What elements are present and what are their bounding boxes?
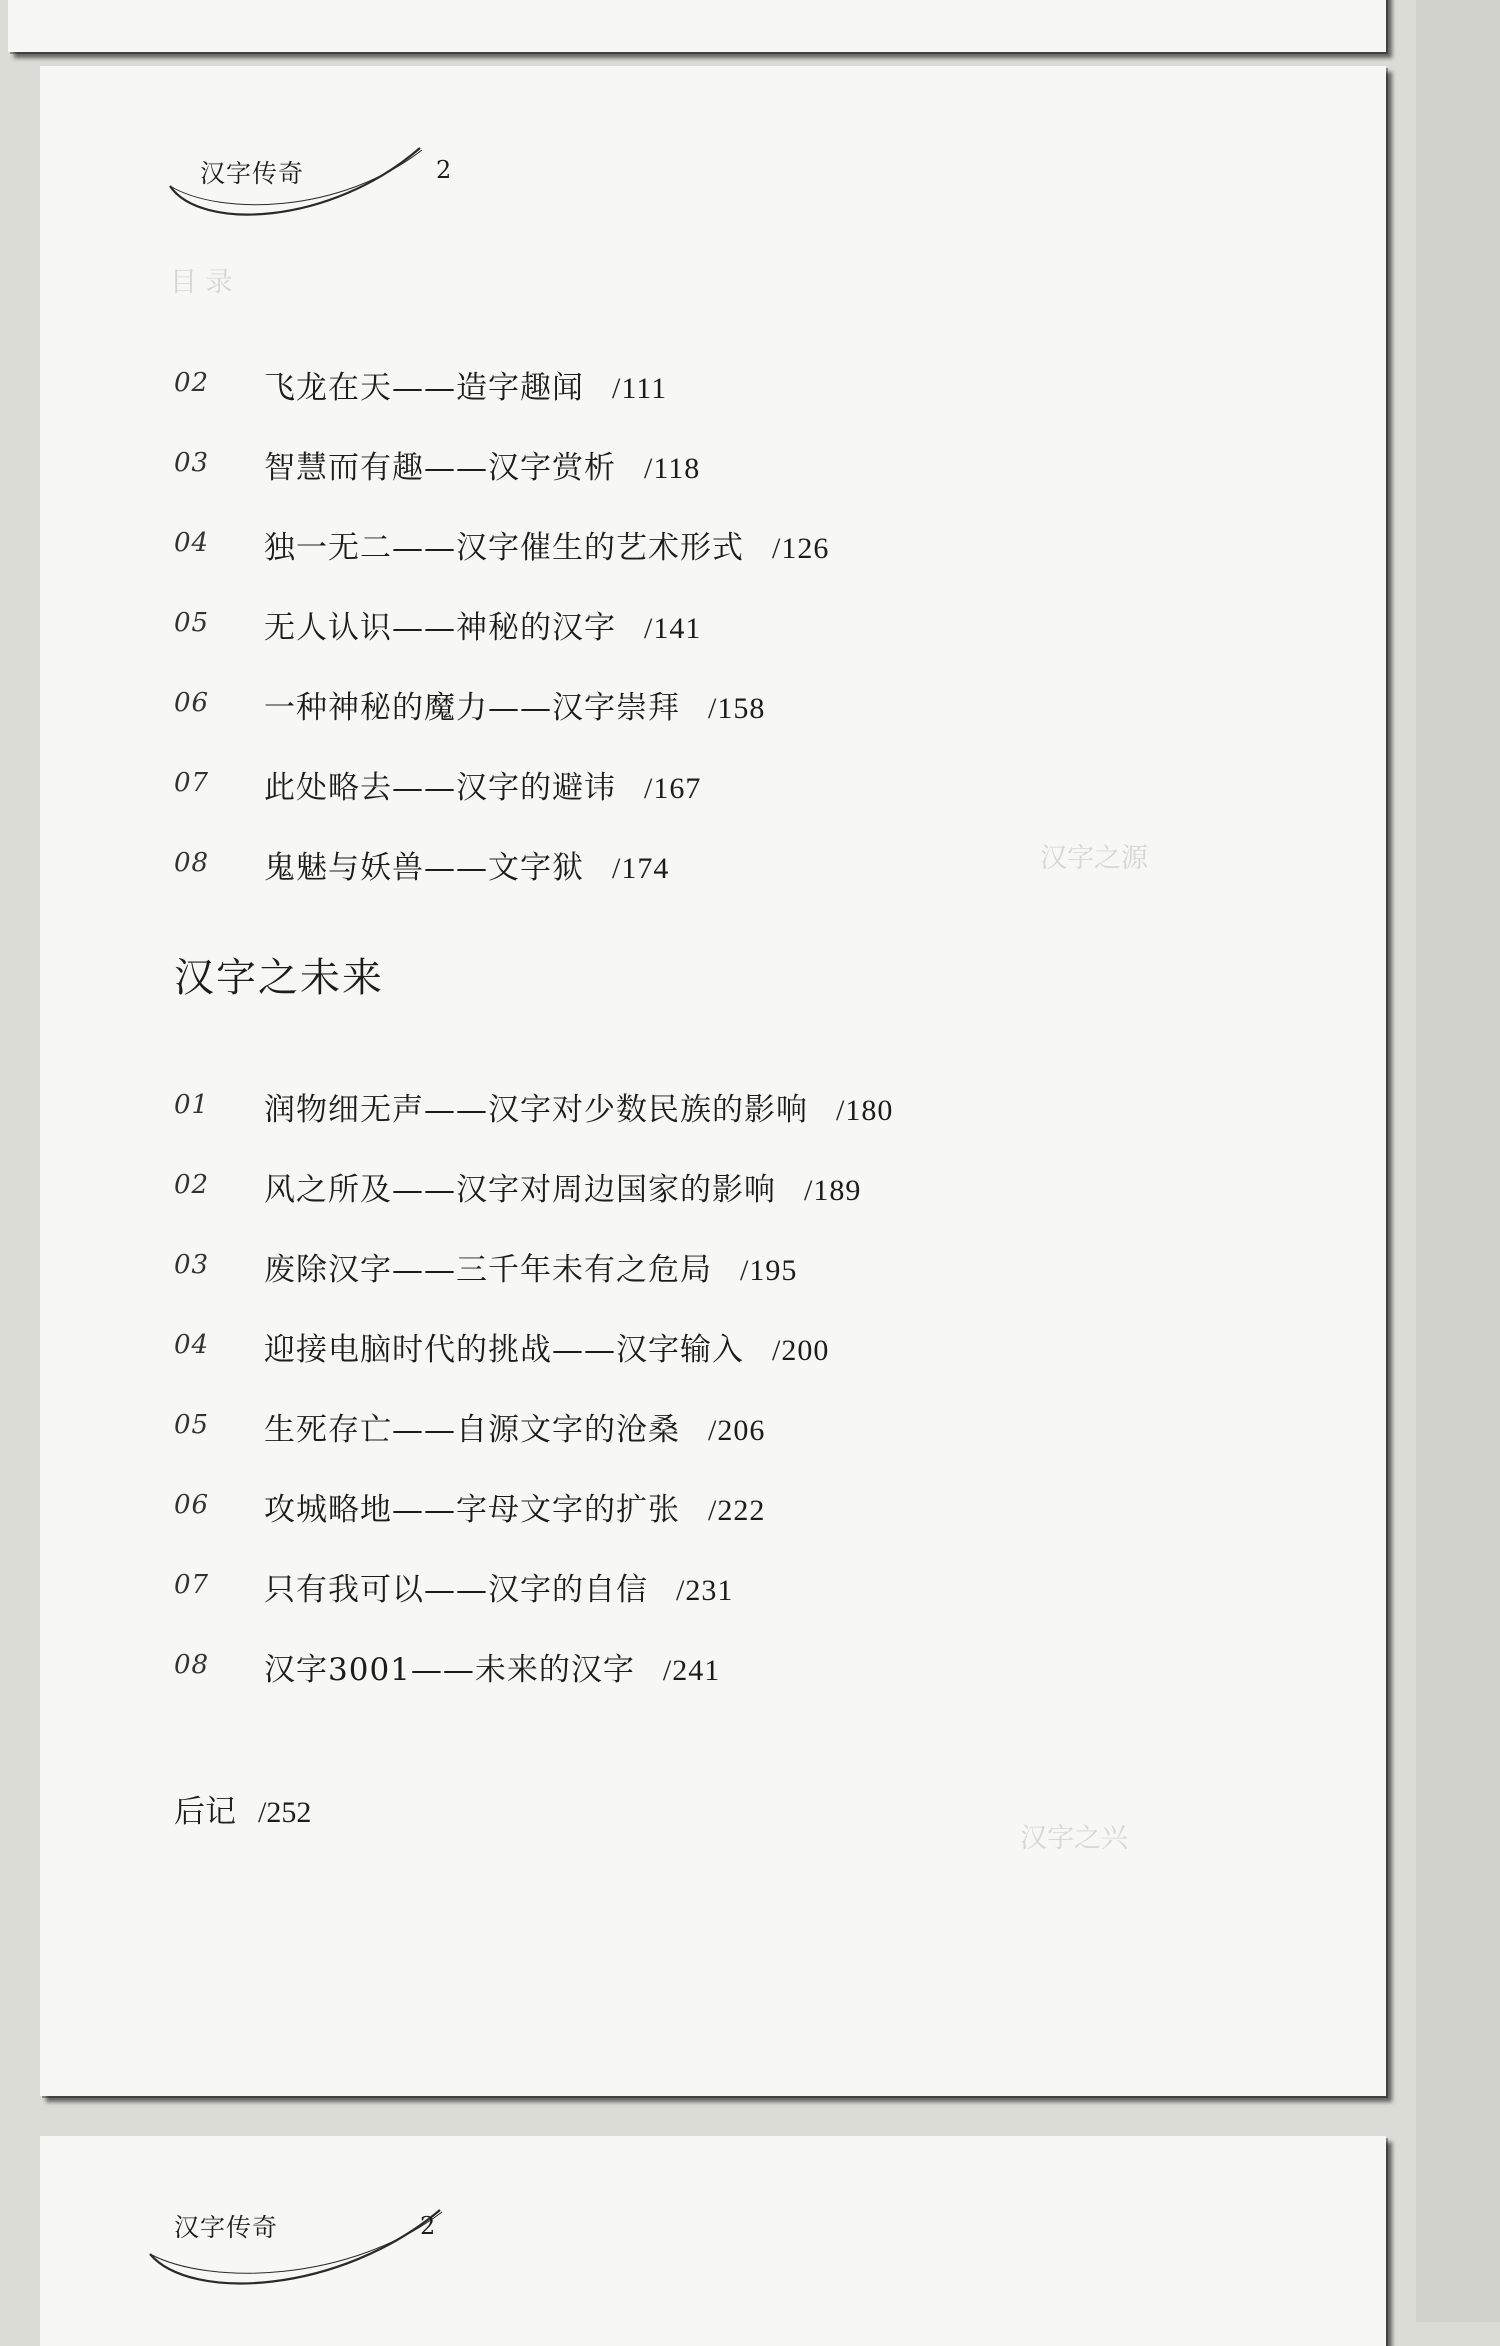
running-head-title: 汉字传奇 [174,2213,279,2242]
toc-entry-number: 04 [174,1330,210,1360]
toc-entry-page: /167 [644,772,702,805]
toc-entry-number: 06 [174,1490,210,1520]
toc-entry-page: /189 [804,1174,862,1207]
toc-entry-title [264,762,701,807]
toc-entry-page: /195 [740,1254,798,1287]
toc-entry-title [264,1404,765,1449]
page-number: 2 [420,2212,436,2240]
toc-entry-title-text: 鬼魅与妖兽——文字狱 [264,850,584,886]
next-page-edge [40,2136,1386,2346]
toc-entry-title [264,362,667,407]
running-head [40,66,460,246]
toc-entry-title [264,1084,893,1129]
page-number: 2 [436,156,452,184]
toc-entry-title-text: 一种神秘的魔力——汉字崇拜 [264,690,680,726]
toc-entry-title [264,602,701,647]
toc-entry-number: 04 [174,528,210,558]
toc-entry-title [264,522,829,567]
toc-entry-page: /180 [836,1094,894,1127]
toc-entry-number: 03 [174,448,210,478]
toc-entry-title-text: 此处略去——汉字的避讳 [264,770,616,806]
afterword-title: 后记 [174,1794,236,1830]
toc-entry-page: /222 [708,1494,766,1527]
toc-entry-number: 03 [174,1250,210,1280]
toc-entry-number: 07 [174,768,210,798]
toc-entry-title [264,442,700,487]
toc-entry-title [264,1644,720,1689]
toc-entry-number: 06 [174,688,210,718]
bleed-through-text: 汉字之源 [1040,843,1148,874]
toc-entry-page: /126 [772,532,830,565]
bleed-through-text: 目 录 [170,267,233,298]
toc-entry-number: 01 [174,1090,210,1120]
toc-entry-number: 05 [174,608,210,638]
toc-entry-title [264,682,765,727]
toc-entry-page: /231 [676,1574,734,1607]
toc-entry-title [264,1324,829,1369]
toc-entry-title-text: 独一无二——汉字催生的艺术形式 [264,530,744,566]
toc-entry-title [264,1164,861,1209]
toc-entry-number: 08 [174,848,210,878]
toc-entry-page: /118 [644,452,701,485]
toc-entry-title [264,842,669,887]
section-heading: 汉字之未来 [174,955,384,1001]
toc-entry-page: /200 [772,1334,830,1367]
previous-page-edge [8,0,1386,52]
toc-entry-title-text: 无人认识——神秘的汉字 [264,610,616,646]
toc-entry-page: /141 [644,612,702,645]
toc-entry-title-text: 智慧而有趣——汉字赏析 [264,450,616,486]
backdrop [1416,0,1500,2322]
toc-entry-title-text: 风之所及——汉字对周边国家的影响 [264,1172,776,1208]
toc-entry-number: 05 [174,1410,210,1440]
book-page [40,66,1386,2096]
toc-entry-page: /174 [612,852,670,885]
toc-entry-title-text: 生死存亡——自源文字的沧桑 [264,1412,680,1448]
toc-entry-page: /111 [612,372,668,405]
toc-entry-title-text: 润物细无声——汉字对少数民族的影响 [264,1092,808,1128]
toc-entry-number: 02 [174,1170,210,1200]
toc-entry-page: /206 [708,1414,766,1447]
toc-entry-title [264,1564,733,1609]
toc-entry-page: /158 [708,692,766,725]
bleed-through-text: 汉字之兴 [1020,1823,1128,1854]
toc-entry-title-text: 汉字3001——未来的汉字 [264,1652,635,1688]
toc-entry-title-text: 攻城略地——字母文字的扩张 [264,1492,680,1528]
toc-entry-title-text: 废除汉字——三千年未有之危局 [264,1252,712,1288]
toc-entry-number: 08 [174,1650,210,1680]
toc-entry-page: /241 [662,1654,721,1687]
toc-entry-title [264,1484,765,1529]
toc-entry-title [264,1244,797,1289]
toc-entry-number: 07 [174,1570,210,1600]
toc-entry-number: 02 [174,368,210,398]
toc-entry-title-text: 迎接电脑时代的挑战——汉字输入 [264,1332,744,1368]
afterword-page: /252 [258,1796,312,1829]
toc-entry-title-text: 飞龙在天——造字趣闻 [264,370,584,406]
afterword-entry[interactable] [174,1786,311,1831]
running-head-title: 汉字传奇 [200,159,305,188]
toc-entry-title-text: 只有我可以——汉字的自信 [264,1572,648,1608]
